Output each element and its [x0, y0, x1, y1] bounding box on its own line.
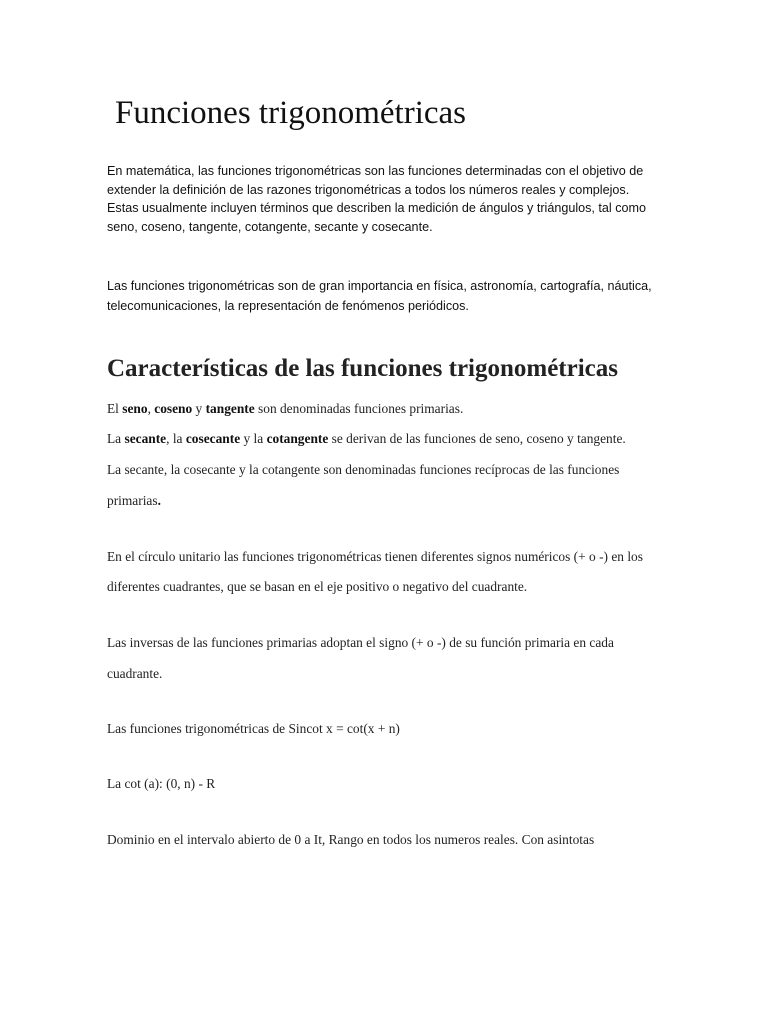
cosecante-term: cosecante — [185, 431, 241, 446]
page-title: Funciones trigonométricas — [115, 95, 467, 131]
reciprocal-word: primarias — [107, 493, 158, 508]
primary-text-3: y — [192, 401, 206, 416]
unit-circle-line-1: En el círculo unitario las funciones trigonométricas tienen diferentes signos numéricos (+ o -) en los — [107, 549, 643, 564]
inverses-line-2: cuadrante. — [107, 666, 163, 681]
inverses-line-1: Las inversas de las funciones primarias adoptan el signo (+ o -) de su función primaria en cada — [107, 635, 614, 650]
derived-text-1: La — [107, 431, 125, 446]
reciprocal-period: . — [157, 493, 161, 508]
derived-text-4: se derivan de las funciones de seno, coseno y tangente. — [328, 431, 626, 446]
derived-functions-sentence — [107, 430, 626, 448]
unit-circle-line-2: diferentes cuadrantes, que se basan en el eje positivo o negativo del cuadrante. — [107, 579, 528, 594]
coseno-term: coseno — [154, 401, 193, 416]
importance-line-1: Las funciones trigonométricas son de gran importancia en física, astronomía, cartografía, náutica, — [107, 279, 652, 293]
derived-text-3: y la — [240, 431, 267, 446]
cotangente-term: cotangente — [266, 431, 329, 446]
intro-line-2: extender la definición de las razones trigonométricas a todos los números reales y complejos. — [107, 182, 630, 197]
importance-line-2: telecomunicaciones, la representación de fenómenos periódicos. — [107, 299, 469, 313]
sincot-line: Las funciones trigonométricas de Sincot x = cot(x + n) — [107, 721, 400, 736]
intro-line-3: Estas usualmente incluyen términos que describen la medición de ángulos y triángulos, tal como — [107, 201, 647, 215]
intro-line-1: En matemática, las funciones trigonométricas son las funciones determinadas con el objetivo de — [107, 164, 644, 178]
section-heading: Características de las funciones trigonométricas — [107, 355, 618, 382]
importance-paragraph — [107, 276, 667, 316]
reciprocal-line-1: La secante, la cosecante y la cotangente son denominadas funciones recíprocas de las funciones — [107, 462, 620, 477]
reciprocal-line-2 — [107, 492, 161, 510]
cot-domain-line: La cot (a): (0, n) - R — [107, 776, 216, 791]
derived-text-2: , la — [166, 431, 186, 446]
intro-line-4: seno, coseno, tangente, cotangente, secante y cosecante. — [107, 219, 433, 234]
secante-term: secante — [124, 431, 167, 446]
primary-functions-sentence — [107, 400, 463, 418]
primary-text-1: El — [107, 401, 123, 416]
domain-range-line: Dominio en el intervalo abierto de 0 a It, Rango en todos los numeros reales. Con asintotas — [107, 832, 595, 847]
seno-term: seno — [122, 401, 148, 416]
primary-text-4: son denominadas funciones primarias. — [254, 401, 464, 416]
tangente-term: tangente — [205, 401, 255, 416]
primary-text-2: , — [147, 401, 155, 416]
intro-paragraph — [107, 162, 667, 236]
